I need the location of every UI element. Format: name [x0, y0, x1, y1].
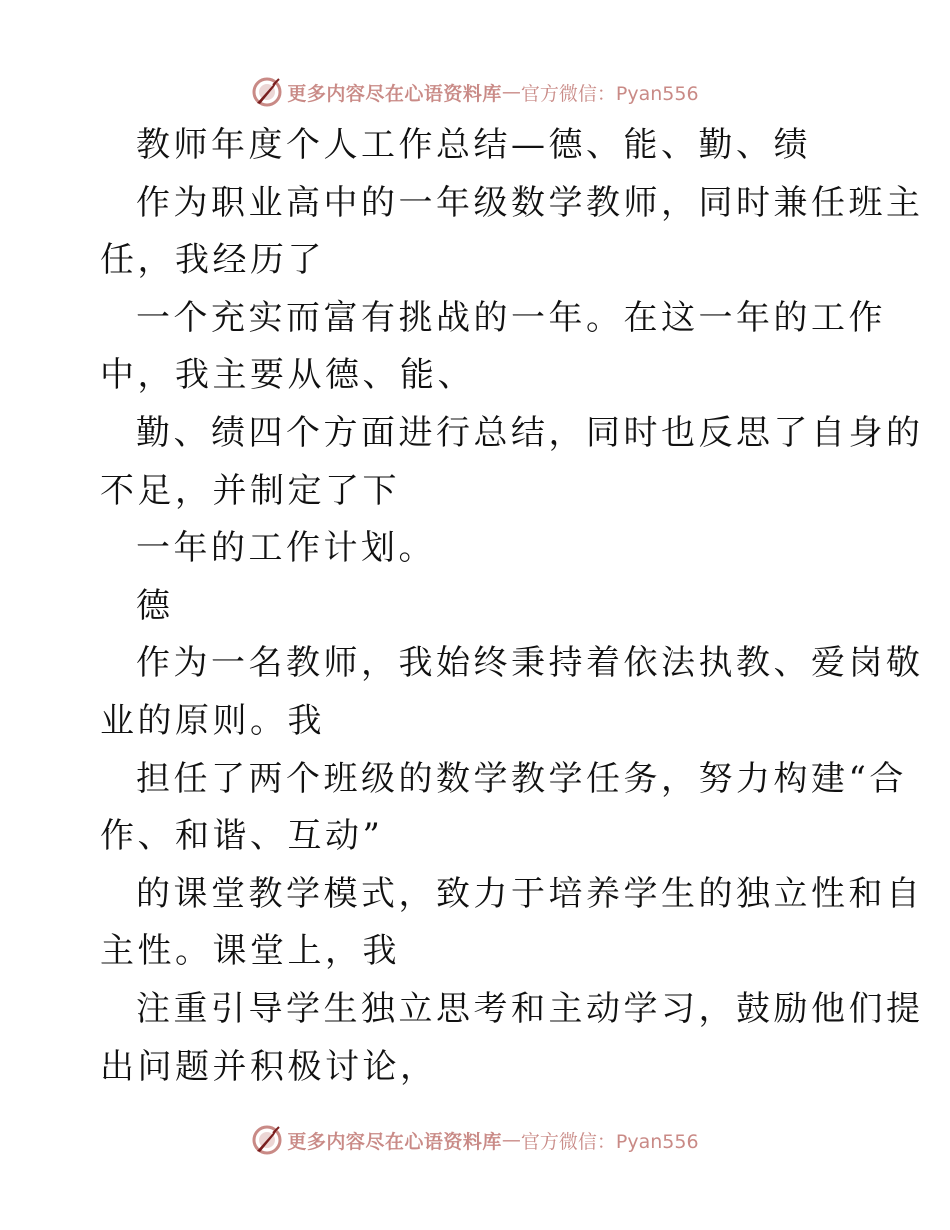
- paragraph-line: 主性。课堂上，我: [100, 931, 400, 972]
- banner-separator: —: [501, 81, 521, 103]
- document-title: 教师年度个人工作总结—德、能、勤、绩: [136, 125, 811, 165]
- paragraph-line: 任，我经历了: [100, 240, 325, 281]
- banner-title: 更多内容尽在心语资料库: [287, 1130, 502, 1153]
- paragraph-line: 注重引导学生独立思考和主动学习，鼓励他们提: [136, 988, 924, 1029]
- banner-separator: —: [501, 1129, 521, 1151]
- paragraph-line: 作、和谐、互动”: [100, 816, 384, 857]
- document-body: [100, 117, 924, 1096]
- paragraph-line: 作为职业高中的一年级数学教师，同时兼任班主: [136, 182, 924, 223]
- header-banner: [0, 72, 950, 112]
- banner-contact: 官方微信：Pyan556: [520, 1130, 699, 1153]
- section-heading: 德: [136, 585, 174, 626]
- paragraph-line: 勤、绩四个方面进行总结，同时也反思了自身的: [136, 412, 924, 453]
- paragraph-line: 担任了两个班级的数学教学任务，努力构建“合: [136, 758, 907, 799]
- quill-logo-icon: [251, 1124, 283, 1156]
- quill-logo-icon: [251, 76, 283, 108]
- banner-contact: 官方微信：Pyan556: [520, 82, 699, 105]
- paragraph-line: 一年的工作计划。: [136, 528, 436, 569]
- paragraph-line: 作为一名教师，我始终秉持着依法执教、爱岗敬: [136, 643, 924, 684]
- paragraph-line: 不足，并制定了下: [100, 470, 400, 511]
- paragraph-line: 一个充实而富有挑战的一年。在这一年的工作: [136, 297, 886, 338]
- paragraph-line: 业的原则。我: [100, 700, 325, 741]
- banner-title: 更多内容尽在心语资料库: [287, 82, 502, 105]
- paragraph-line: 中，我主要从德、能、: [100, 355, 475, 396]
- paragraph-line: 的课堂教学模式，致力于培养学生的独立性和自: [136, 873, 924, 914]
- paragraph-line: 出问题并积极讨论，: [100, 1046, 438, 1087]
- footer-banner: [0, 1120, 950, 1160]
